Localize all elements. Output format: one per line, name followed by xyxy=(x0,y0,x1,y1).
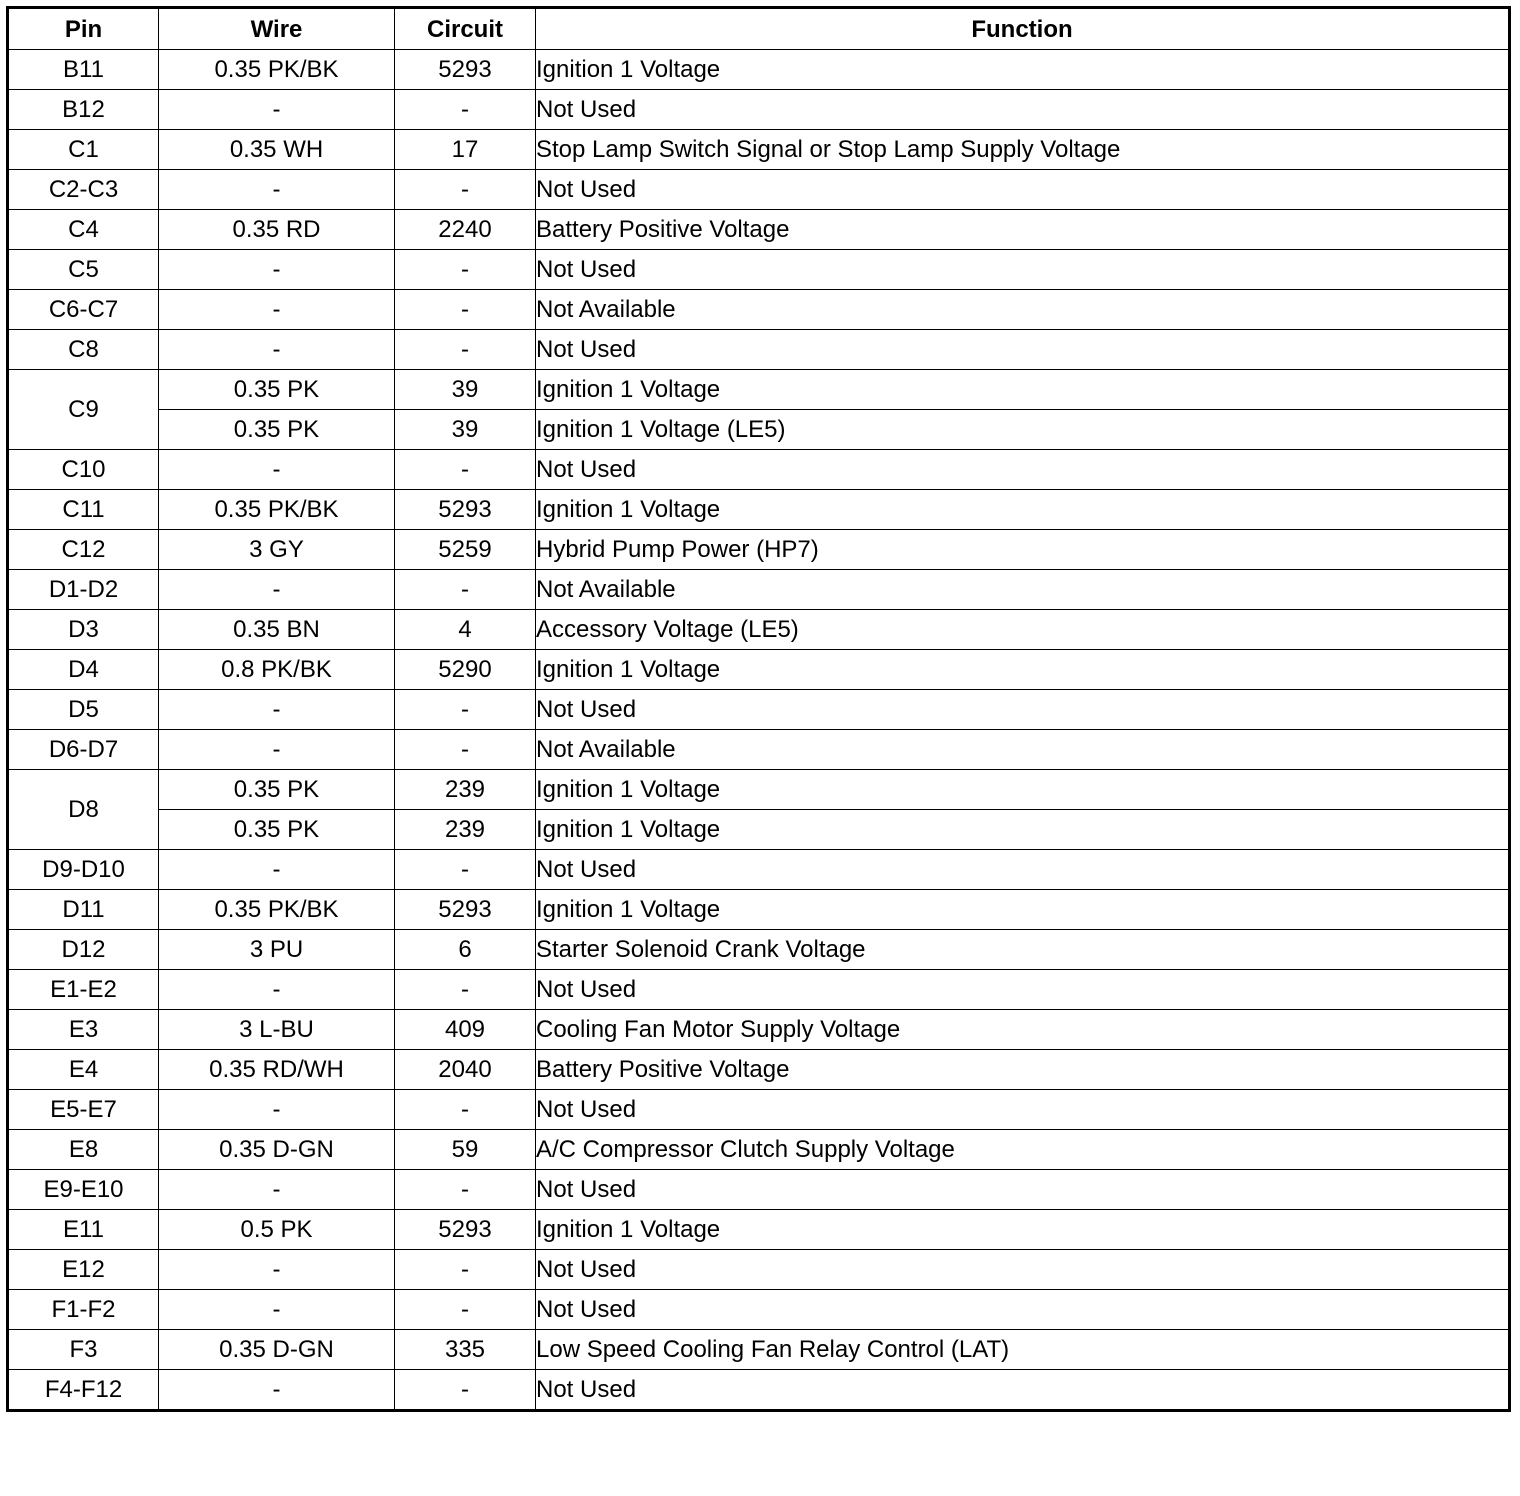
pin-cell: D1-D2 xyxy=(8,570,159,610)
wire-cell: - xyxy=(159,1090,395,1130)
wire-cell: 0.35 BN xyxy=(159,610,395,650)
function-cell: Not Used xyxy=(536,1370,1510,1411)
pin-cell: C2-C3 xyxy=(8,170,159,210)
pin-cell: E9-E10 xyxy=(8,1170,159,1210)
table-row xyxy=(8,1250,1510,1290)
pin-cell: C6-C7 xyxy=(8,290,159,330)
pin-cell: E8 xyxy=(8,1130,159,1170)
pinout-table-wrapper xyxy=(6,6,1511,1412)
function-cell: Ignition 1 Voltage xyxy=(536,650,1510,690)
wire-cell: 0.35 PK xyxy=(159,810,395,850)
wire-cell: 0.35 PK/BK xyxy=(159,490,395,530)
circuit-cell: - xyxy=(395,250,536,290)
circuit-cell: 5259 xyxy=(395,530,536,570)
wire-cell: 3 PU xyxy=(159,930,395,970)
table-row xyxy=(8,810,1510,850)
table-row xyxy=(8,650,1510,690)
wire-cell: - xyxy=(159,250,395,290)
circuit-cell: 39 xyxy=(395,370,536,410)
pin-cell: C4 xyxy=(8,210,159,250)
pin-cell: F3 xyxy=(8,1330,159,1370)
table-row xyxy=(8,1330,1510,1370)
table-row xyxy=(8,730,1510,770)
wire-cell: - xyxy=(159,850,395,890)
function-cell: Accessory Voltage (LE5) xyxy=(536,610,1510,650)
table-row xyxy=(8,410,1510,450)
pin-cell: C5 xyxy=(8,250,159,290)
table-row xyxy=(8,1010,1510,1050)
table-row xyxy=(8,330,1510,370)
function-cell: Starter Solenoid Crank Voltage xyxy=(536,930,1510,970)
wire-cell: - xyxy=(159,1290,395,1330)
table-row xyxy=(8,970,1510,1010)
circuit-cell: 5293 xyxy=(395,890,536,930)
table-row xyxy=(8,130,1510,170)
circuit-cell: - xyxy=(395,450,536,490)
function-cell: Battery Positive Voltage xyxy=(536,210,1510,250)
table-row xyxy=(8,930,1510,970)
pin-cell: C12 xyxy=(8,530,159,570)
table-row xyxy=(8,610,1510,650)
wire-cell: - xyxy=(159,970,395,1010)
circuit-cell: 5293 xyxy=(395,490,536,530)
pin-cell: C1 xyxy=(8,130,159,170)
wire-cell: 0.35 PK xyxy=(159,410,395,450)
circuit-cell: 2240 xyxy=(395,210,536,250)
table-row xyxy=(8,1370,1510,1411)
wire-cell: - xyxy=(159,730,395,770)
function-cell: A/C Compressor Clutch Supply Voltage xyxy=(536,1130,1510,1170)
circuit-cell: 335 xyxy=(395,1330,536,1370)
pin-cell: D11 xyxy=(8,890,159,930)
circuit-cell: 2040 xyxy=(395,1050,536,1090)
function-cell: Not Used xyxy=(536,970,1510,1010)
wire-cell: - xyxy=(159,170,395,210)
circuit-cell: - xyxy=(395,1290,536,1330)
circuit-cell: 17 xyxy=(395,130,536,170)
table-row xyxy=(8,890,1510,930)
wire-cell: - xyxy=(159,570,395,610)
function-cell: Not Used xyxy=(536,690,1510,730)
function-cell: Stop Lamp Switch Signal or Stop Lamp Supply Voltage xyxy=(536,130,1510,170)
circuit-cell: 5290 xyxy=(395,650,536,690)
wire-cell: 0.35 RD xyxy=(159,210,395,250)
pin-cell: C10 xyxy=(8,450,159,490)
circuit-cell: 239 xyxy=(395,810,536,850)
pin-cell: D5 xyxy=(8,690,159,730)
table-row xyxy=(8,690,1510,730)
pin-cell: E3 xyxy=(8,1010,159,1050)
function-cell: Not Used xyxy=(536,90,1510,130)
pin-cell: B12 xyxy=(8,90,159,130)
table-row xyxy=(8,1290,1510,1330)
header-wire: Wire xyxy=(159,8,395,50)
pin-cell: E11 xyxy=(8,1210,159,1250)
function-cell: Not Used xyxy=(536,1250,1510,1290)
circuit-cell: 39 xyxy=(395,410,536,450)
function-cell: Not Used xyxy=(536,1090,1510,1130)
function-cell: Low Speed Cooling Fan Relay Control (LAT) xyxy=(536,1330,1510,1370)
table-row xyxy=(8,210,1510,250)
table-row xyxy=(8,770,1510,810)
function-cell: Not Available xyxy=(536,570,1510,610)
pin-cell: D6-D7 xyxy=(8,730,159,770)
table-row xyxy=(8,250,1510,290)
table-row xyxy=(8,1090,1510,1130)
table-row xyxy=(8,490,1510,530)
circuit-cell: 59 xyxy=(395,1130,536,1170)
wire-cell: 3 L-BU xyxy=(159,1010,395,1050)
circuit-cell: 5293 xyxy=(395,50,536,90)
pin-cell: E4 xyxy=(8,1050,159,1090)
pin-cell: C8 xyxy=(8,330,159,370)
wire-cell: 0.35 PK xyxy=(159,370,395,410)
pin-cell: E1-E2 xyxy=(8,970,159,1010)
circuit-cell: - xyxy=(395,330,536,370)
circuit-cell: - xyxy=(395,1370,536,1411)
circuit-cell: - xyxy=(395,1170,536,1210)
function-cell: Not Used xyxy=(536,1290,1510,1330)
function-cell: Not Used xyxy=(536,330,1510,370)
wire-cell: 0.35 D-GN xyxy=(159,1330,395,1370)
table-row xyxy=(8,450,1510,490)
wire-cell: - xyxy=(159,90,395,130)
pin-cell: E5-E7 xyxy=(8,1090,159,1130)
table-row xyxy=(8,1130,1510,1170)
function-cell: Ignition 1 Voltage xyxy=(536,370,1510,410)
wire-cell: - xyxy=(159,330,395,370)
pin-cell: D12 xyxy=(8,930,159,970)
wire-cell: - xyxy=(159,1370,395,1411)
pin-cell: F1-F2 xyxy=(8,1290,159,1330)
wire-cell: 0.5 PK xyxy=(159,1210,395,1250)
wire-cell: 0.35 WH xyxy=(159,130,395,170)
wire-cell: - xyxy=(159,690,395,730)
table-row xyxy=(8,1050,1510,1090)
circuit-cell: - xyxy=(395,570,536,610)
table-row xyxy=(8,530,1510,570)
table-row xyxy=(8,50,1510,90)
circuit-cell: - xyxy=(395,690,536,730)
table-row xyxy=(8,850,1510,890)
function-cell: Ignition 1 Voltage xyxy=(536,810,1510,850)
wire-cell: - xyxy=(159,450,395,490)
wire-cell: - xyxy=(159,290,395,330)
function-cell: Ignition 1 Voltage xyxy=(536,50,1510,90)
pin-cell: C9 xyxy=(8,370,159,450)
table-row xyxy=(8,370,1510,410)
circuit-cell: - xyxy=(395,850,536,890)
circuit-cell: 409 xyxy=(395,1010,536,1050)
wire-cell: 3 GY xyxy=(159,530,395,570)
pin-cell: E12 xyxy=(8,1250,159,1290)
pin-cell: B11 xyxy=(8,50,159,90)
function-cell: Not Used xyxy=(536,850,1510,890)
header-circuit: Circuit xyxy=(395,8,536,50)
pin-cell: C11 xyxy=(8,490,159,530)
function-cell: Ignition 1 Voltage xyxy=(536,490,1510,530)
wire-cell: 0.35 PK/BK xyxy=(159,50,395,90)
table-row xyxy=(8,570,1510,610)
table-row xyxy=(8,1170,1510,1210)
pin-cell: D3 xyxy=(8,610,159,650)
function-cell: Not Used xyxy=(536,250,1510,290)
wire-cell: 0.35 RD/WH xyxy=(159,1050,395,1090)
connector-pinout-table xyxy=(6,6,1511,1412)
function-cell: Not Available xyxy=(536,290,1510,330)
circuit-cell: - xyxy=(395,170,536,210)
pin-cell: D8 xyxy=(8,770,159,850)
wire-cell: 0.8 PK/BK xyxy=(159,650,395,690)
pin-cell: F4-F12 xyxy=(8,1370,159,1411)
function-cell: Not Used xyxy=(536,450,1510,490)
function-cell: Hybrid Pump Power (HP7) xyxy=(536,530,1510,570)
circuit-cell: - xyxy=(395,1090,536,1130)
function-cell: Ignition 1 Voltage xyxy=(536,770,1510,810)
circuit-cell: 6 xyxy=(395,930,536,970)
function-cell: Not Used xyxy=(536,1170,1510,1210)
circuit-cell: - xyxy=(395,90,536,130)
header-row xyxy=(8,8,1510,50)
function-cell: Not Available xyxy=(536,730,1510,770)
pin-cell: D4 xyxy=(8,650,159,690)
function-cell: Not Used xyxy=(536,170,1510,210)
circuit-cell: - xyxy=(395,970,536,1010)
function-cell: Battery Positive Voltage xyxy=(536,1050,1510,1090)
circuit-cell: 4 xyxy=(395,610,536,650)
header-pin: Pin xyxy=(8,8,159,50)
table-row xyxy=(8,1210,1510,1250)
wire-cell: 0.35 PK/BK xyxy=(159,890,395,930)
wire-cell: 0.35 PK xyxy=(159,770,395,810)
table-row xyxy=(8,90,1510,130)
table-row xyxy=(8,170,1510,210)
function-cell: Ignition 1 Voltage (LE5) xyxy=(536,410,1510,450)
function-cell: Cooling Fan Motor Supply Voltage xyxy=(536,1010,1510,1050)
function-cell: Ignition 1 Voltage xyxy=(536,1210,1510,1250)
table-header xyxy=(8,8,1510,50)
wire-cell: 0.35 D-GN xyxy=(159,1130,395,1170)
circuit-cell: - xyxy=(395,290,536,330)
circuit-cell: 5293 xyxy=(395,1210,536,1250)
pin-cell: D9-D10 xyxy=(8,850,159,890)
table-body xyxy=(8,50,1510,1411)
table-row xyxy=(8,290,1510,330)
circuit-cell: 239 xyxy=(395,770,536,810)
wire-cell: - xyxy=(159,1170,395,1210)
wire-cell: - xyxy=(159,1250,395,1290)
circuit-cell: - xyxy=(395,730,536,770)
header-function: Function xyxy=(536,8,1510,50)
circuit-cell: - xyxy=(395,1250,536,1290)
function-cell: Ignition 1 Voltage xyxy=(536,890,1510,930)
